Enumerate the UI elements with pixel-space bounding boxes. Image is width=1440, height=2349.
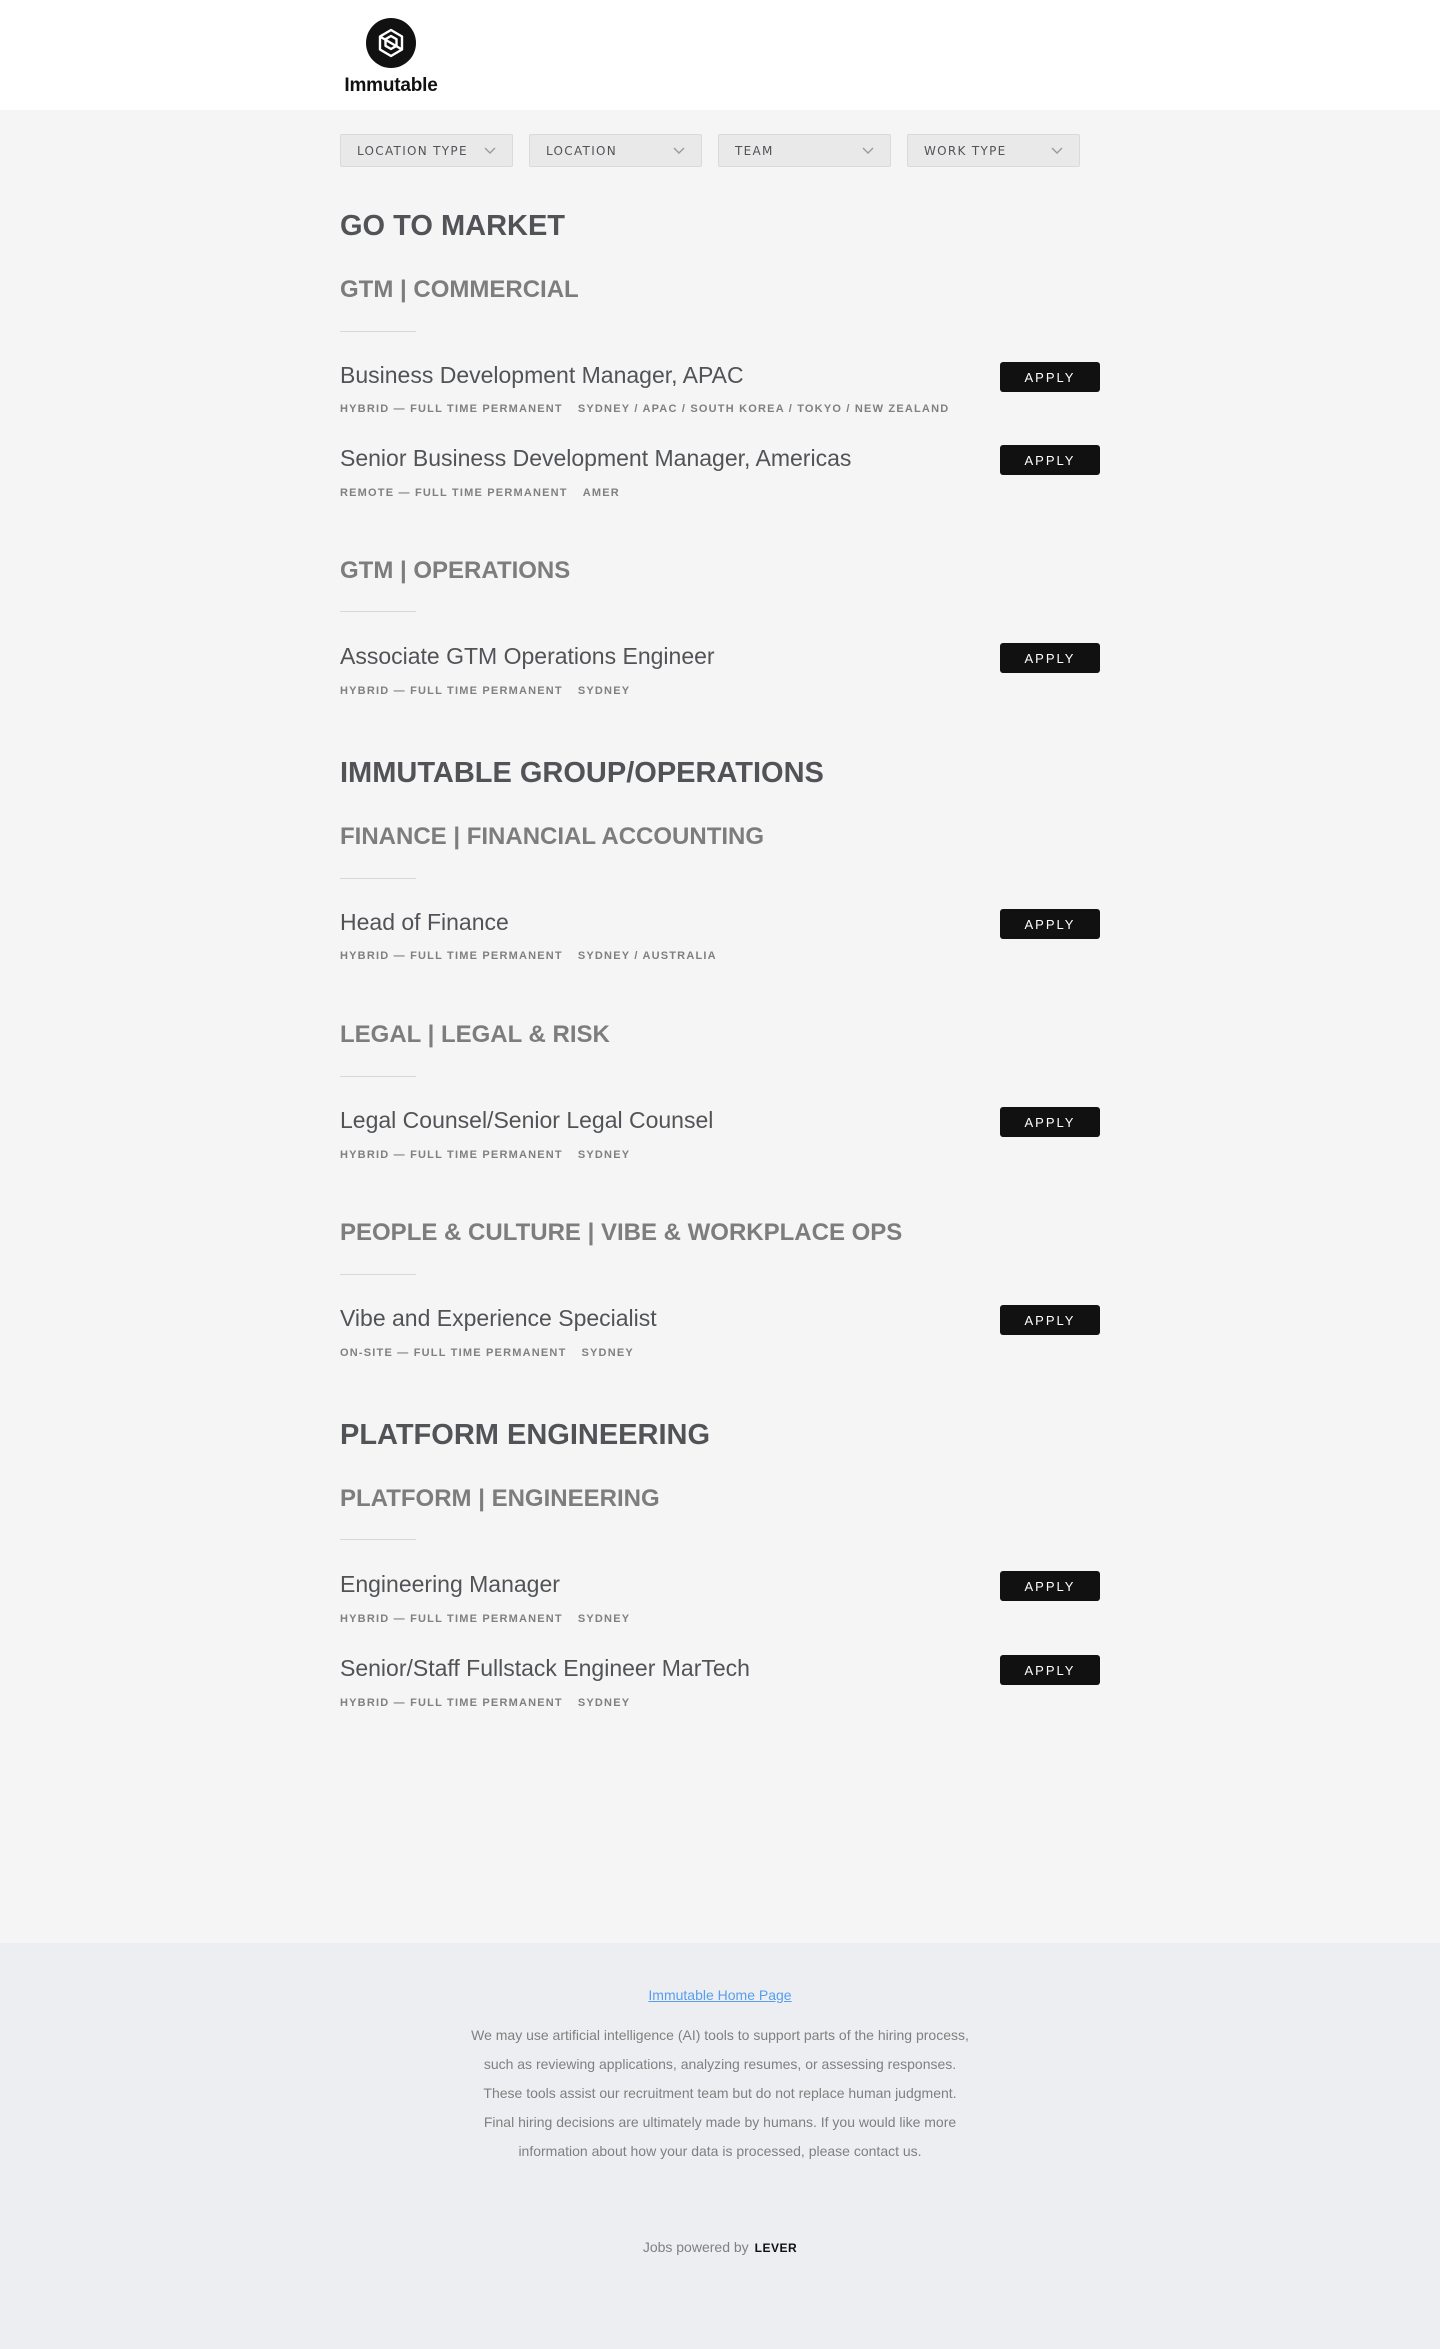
posting-meta [340, 1697, 630, 1709]
filter-location-type[interactable] [340, 134, 513, 167]
apply-button[interactable]: APPLY [1000, 1107, 1100, 1137]
apply-button[interactable]: APPLY [1000, 1571, 1100, 1601]
team-title: PLATFORM | ENGINEERING [340, 1485, 660, 1512]
posting-commitment: HYBRID — FULL TIME PERMANENT [340, 1613, 563, 1625]
posting-commitment: REMOTE — FULL TIME PERMANENT [340, 487, 568, 499]
posting-title-link[interactable]: Business Development Manager, APAC [340, 362, 744, 388]
posting-meta [340, 1613, 630, 1625]
posting-title-link[interactable]: Engineering Manager [340, 1571, 560, 1597]
site-header [0, 0, 1440, 110]
posting-meta [340, 487, 620, 499]
posting-meta [340, 1347, 634, 1359]
posting-commitment: HYBRID — FULL TIME PERMANENT [340, 403, 563, 415]
posting-location: AMER [582, 487, 620, 499]
posting-location: SYDNEY / APAC / SOUTH KOREA / TOKYO / NEW ZEALAND [577, 403, 950, 415]
filter-team[interactable] [718, 134, 891, 167]
team-divider [340, 1274, 416, 1275]
posting-title-link[interactable]: Associate GTM Operations Engineer [340, 643, 715, 669]
team-divider [340, 1539, 416, 1540]
apply-button[interactable]: APPLY [1000, 909, 1100, 939]
posting-title-link[interactable]: Legal Counsel/Senior Legal Counsel [340, 1107, 714, 1133]
chevron-down-icon [862, 147, 874, 155]
posting-title-link[interactable]: Vibe and Experience Specialist [340, 1305, 657, 1331]
home-page-link[interactable]: Immutable Home Page [648, 1987, 792, 2003]
team-title: PEOPLE & CULTURE | VIBE & WORKPLACE OPS [340, 1219, 903, 1246]
powered-by [0, 2239, 1440, 2255]
filter-location[interactable] [529, 134, 702, 167]
department-title: IMMUTABLE GROUP/OPERATIONS [340, 757, 824, 789]
posting-location: SYDNEY [577, 685, 631, 697]
filter-label: LOCATION [546, 143, 618, 158]
posting-commitment: HYBRID — FULL TIME PERMANENT [340, 1149, 563, 1161]
posting-location: SYDNEY [577, 1613, 631, 1625]
chevron-down-icon [673, 147, 685, 155]
department-title: PLATFORM ENGINEERING [340, 1419, 711, 1451]
apply-button[interactable]: APPLY [1000, 643, 1100, 673]
team-title: GTM | COMMERCIAL [340, 276, 579, 303]
job-listings [0, 110, 1440, 1943]
lever-logo-link[interactable]: LEVER [754, 2241, 798, 2255]
posting-meta [340, 685, 630, 697]
ai-notice: We may use artificial intelligence (AI) tools to support parts of the hiring process, such as reviewing applications, analyzing resumes, or assessing responses. These tools assist our recruitment team but do not replace human judgment. Final hiring decisions are ultimately made by humans. If you would like more information about how your data is processed, please contact us. [471, 2027, 969, 2159]
posting-location: SYDNEY [581, 1347, 634, 1359]
apply-button[interactable]: APPLY [1000, 445, 1100, 475]
posting-title-link[interactable]: Senior/Staff Fullstack Engineer MarTech [340, 1655, 750, 1681]
powered-by-text: Jobs powered by [642, 2239, 749, 2255]
posting-commitment: HYBRID — FULL TIME PERMANENT [340, 1697, 563, 1709]
team-title: GTM | OPERATIONS [340, 557, 571, 584]
team-divider [340, 878, 416, 879]
brand-name: Immutable [344, 75, 438, 96]
site-footer [0, 1943, 1440, 2349]
apply-button[interactable]: APPLY [1000, 1655, 1100, 1685]
filter-label: WORK TYPE [924, 143, 1007, 158]
posting-location: SYDNEY [577, 1149, 631, 1161]
chevron-down-icon [1051, 147, 1063, 155]
immutable-logo-icon [366, 18, 416, 68]
posting-meta [340, 950, 717, 962]
team-divider [340, 611, 416, 612]
department-title: GO TO MARKET [340, 210, 566, 242]
team-title: LEGAL | LEGAL & RISK [340, 1021, 610, 1048]
filter-work-type[interactable] [907, 134, 1080, 167]
posting-location: SYDNEY / AUSTRALIA [577, 950, 717, 962]
posting-title-link[interactable]: Head of Finance [340, 909, 509, 935]
immutable-logo[interactable] [340, 18, 442, 97]
team-divider [340, 1076, 416, 1077]
posting-commitment: HYBRID — FULL TIME PERMANENT [340, 685, 563, 697]
apply-button[interactable]: APPLY [1000, 1305, 1100, 1335]
filter-label: LOCATION TYPE [357, 143, 468, 158]
team-divider [340, 331, 416, 332]
filter-bar [340, 134, 1096, 167]
posting-commitment: ON-SITE — FULL TIME PERMANENT [340, 1347, 567, 1359]
posting-commitment: HYBRID — FULL TIME PERMANENT [340, 950, 563, 962]
chevron-down-icon [484, 147, 496, 155]
posting-meta [340, 1149, 630, 1161]
posting-meta [340, 403, 949, 415]
posting-location: SYDNEY [577, 1697, 631, 1709]
team-title: FINANCE | FINANCIAL ACCOUNTING [340, 823, 765, 850]
posting-title-link[interactable]: Senior Business Development Manager, Americas [340, 445, 852, 471]
filter-label: TEAM [735, 143, 774, 158]
apply-button[interactable]: APPLY [1000, 362, 1100, 392]
